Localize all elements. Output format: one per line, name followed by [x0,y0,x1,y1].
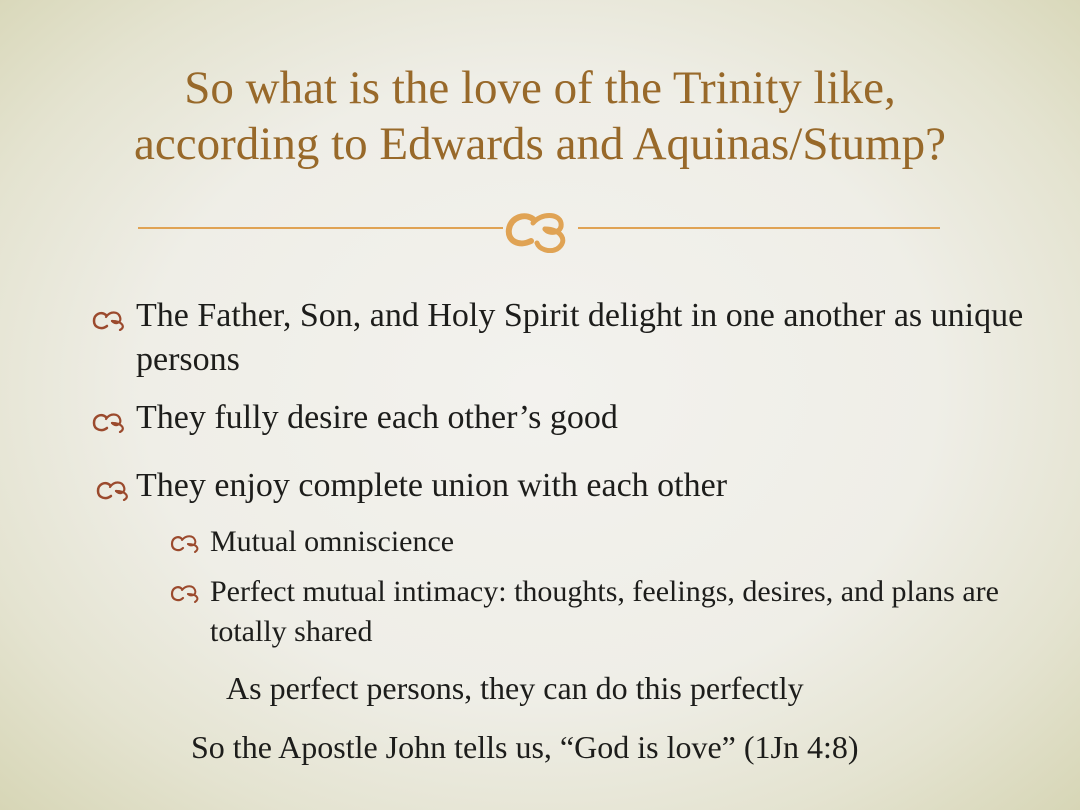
slide-title [40,60,1040,172]
title-line-2: according to Edwards and Aquinas/Stump? [134,118,946,170]
ornamental-swash-icon [170,533,202,553]
ornamental-swash-icon [170,583,202,603]
bullet-2 [136,396,1036,440]
follow-up-line-2: So the Apostle John tells us, “God is love” (1Jn 4:8) [191,729,859,765]
bullet-3 [136,464,1036,508]
ornamental-swash-icon [92,411,128,433]
bullet-3-text: They enjoy complete union with each other [136,467,728,504]
follow-up-line-1: As perfect persons, they can do this perfectly [226,670,804,706]
bullet-1-text: The Father, Son, and Holy Spirit delight in one another as unique persons [136,297,1024,378]
sub-bullet-1: Mutual omniscience [210,525,455,558]
sub-bullet-2: Perfect mutual intimacy: thoughts, feelings, desires, and plans are totally shared [210,575,999,648]
ornamental-swash-icon [96,479,132,501]
divider-line-right [578,227,940,229]
divider-line-left [138,227,503,229]
bullet-2-text: They fully desire each other’s good [136,399,618,436]
bullet-1 [136,294,1036,382]
title-line-1: So what is the love of the Trinity like, [184,62,896,114]
ornamental-swash-icon [92,309,128,331]
ornamental-swash-icon [503,205,578,253]
